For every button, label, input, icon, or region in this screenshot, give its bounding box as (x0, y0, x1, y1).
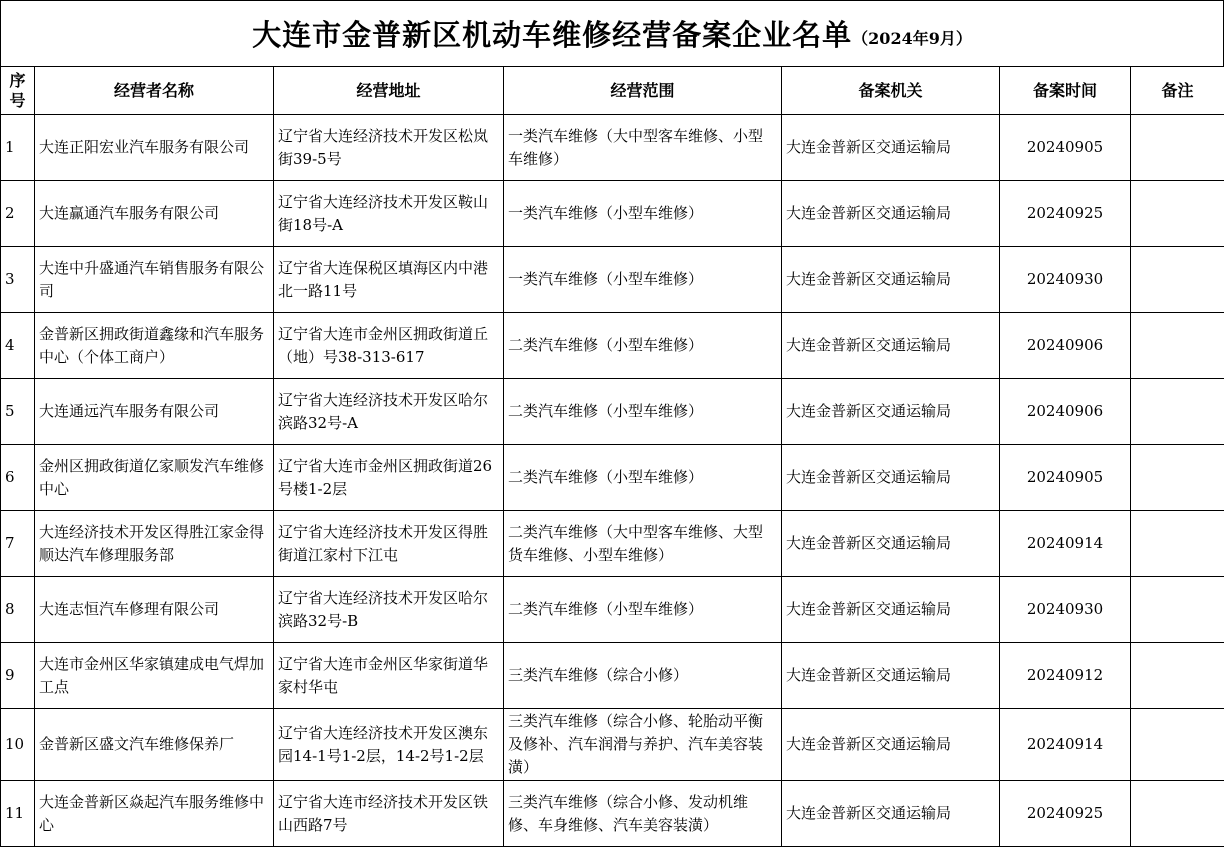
cell-date: 20240930 (1000, 577, 1131, 643)
cell-operator-name: 大连中升盛通汽车销售服务有限公司 (35, 247, 274, 313)
title-bar (0, 0, 1224, 66)
table-row (1, 181, 1224, 247)
cell-remark (1131, 511, 1224, 577)
cell-scope: 二类汽车维修（小型车维修） (504, 379, 782, 445)
cell-seq: 3 (1, 247, 35, 313)
cell-authority: 大连金普新区交通运输局 (782, 379, 1000, 445)
cell-scope: 一类汽车维修（大中型客车维修、小型车维修） (504, 115, 782, 181)
cell-scope: 二类汽车维修（大中型客车维修、大型货车维修、小型车维修） (504, 511, 782, 577)
cell-date: 20240925 (1000, 181, 1131, 247)
cell-scope: 一类汽车维修（小型车维修） (504, 181, 782, 247)
cell-date: 20240914 (1000, 709, 1131, 781)
table-row (1, 781, 1224, 847)
cell-authority: 大连金普新区交通运输局 (782, 181, 1000, 247)
cell-address: 辽宁省大连市金州区拥政街道丘（地）号38-313-617 (274, 313, 504, 379)
table-row (1, 709, 1224, 781)
header-scope: 经营范围 (504, 67, 782, 115)
document-title: 大连市金普新区机动车维修经营备案企业名单 (252, 18, 853, 52)
cell-date: 20240905 (1000, 115, 1131, 181)
cell-remark (1131, 313, 1224, 379)
cell-seq: 4 (1, 313, 35, 379)
cell-authority: 大连金普新区交通运输局 (782, 577, 1000, 643)
header-seq: 序号 (1, 67, 35, 115)
cell-operator-name: 大连通远汽车服务有限公司 (35, 379, 274, 445)
cell-date: 20240914 (1000, 511, 1131, 577)
cell-address: 辽宁省大连经济技术开发区澳东园14-1号1-2层，14-2号1-2层 (274, 709, 504, 781)
cell-seq: 11 (1, 781, 35, 847)
cell-scope: 三类汽车维修（综合小修） (504, 643, 782, 709)
cell-remark (1131, 781, 1224, 847)
cell-seq: 9 (1, 643, 35, 709)
cell-operator-name: 金州区拥政街道亿家顺发汽车维修中心 (35, 445, 274, 511)
cell-scope: 三类汽车维修（综合小修、发动机维修、车身维修、汽车美容装潢） (504, 781, 782, 847)
header-address: 经营地址 (274, 67, 504, 115)
table-header-row (1, 67, 1224, 115)
table-row (1, 643, 1224, 709)
cell-remark (1131, 379, 1224, 445)
cell-date: 20240925 (1000, 781, 1131, 847)
cell-address: 辽宁省大连经济技术开发区鞍山街18号-A (274, 181, 504, 247)
cell-seq: 1 (1, 115, 35, 181)
cell-authority: 大连金普新区交通运输局 (782, 115, 1000, 181)
cell-scope: 一类汽车维修（小型车维修） (504, 247, 782, 313)
cell-date: 20240906 (1000, 313, 1131, 379)
cell-operator-name: 金普新区拥政街道鑫缘和汽车服务中心（个体工商户） (35, 313, 274, 379)
cell-date: 20240905 (1000, 445, 1131, 511)
cell-seq: 2 (1, 181, 35, 247)
cell-authority: 大连金普新区交通运输局 (782, 511, 1000, 577)
cell-address: 辽宁省大连经济技术开发区松岚街39-5号 (274, 115, 504, 181)
registry-table (0, 66, 1224, 847)
cell-operator-name: 金普新区盛文汽车维修保养厂 (35, 709, 274, 781)
cell-operator-name: 大连赢通汽车服务有限公司 (35, 181, 274, 247)
cell-scope: 二类汽车维修（小型车维修） (504, 313, 782, 379)
cell-address: 辽宁省大连市经济技术开发区铁山西路7号 (274, 781, 504, 847)
cell-scope: 二类汽车维修（小型车维修） (504, 577, 782, 643)
cell-operator-name: 大连志恒汽车修理有限公司 (35, 577, 274, 643)
table-row (1, 379, 1224, 445)
cell-seq: 10 (1, 709, 35, 781)
cell-remark (1131, 577, 1224, 643)
cell-scope: 三类汽车维修（综合小修、轮胎动平衡及修补、汽车润滑与养护、汽车美容装潢） (504, 709, 782, 781)
cell-address: 辽宁省大连市金州区华家街道华家村华屯 (274, 643, 504, 709)
cell-address: 辽宁省大连经济技术开发区哈尔滨路32号-B (274, 577, 504, 643)
cell-date: 20240930 (1000, 247, 1131, 313)
cell-address: 辽宁省大连经济技术开发区得胜街道江家村下江屯 (274, 511, 504, 577)
cell-authority: 大连金普新区交通运输局 (782, 643, 1000, 709)
cell-date: 20240906 (1000, 379, 1131, 445)
header-name: 经营者名称 (35, 67, 274, 115)
cell-address: 辽宁省大连市金州区拥政街道26号楼1-2层 (274, 445, 504, 511)
cell-operator-name: 大连正阳宏业汽车服务有限公司 (35, 115, 274, 181)
cell-remark (1131, 181, 1224, 247)
table-row (1, 313, 1224, 379)
cell-authority: 大连金普新区交通运输局 (782, 313, 1000, 379)
cell-remark (1131, 445, 1224, 511)
table-row (1, 115, 1224, 181)
header-authority: 备案机关 (782, 67, 1000, 115)
cell-remark (1131, 709, 1224, 781)
table-row (1, 511, 1224, 577)
document-subtitle: （2024年9月） (852, 29, 972, 48)
cell-address: 辽宁省大连保税区填海区内中港北一路11号 (274, 247, 504, 313)
cell-seq: 5 (1, 379, 35, 445)
cell-authority: 大连金普新区交通运输局 (782, 247, 1000, 313)
cell-scope: 二类汽车维修（小型车维修） (504, 445, 782, 511)
table-row (1, 247, 1224, 313)
cell-seq: 7 (1, 511, 35, 577)
cell-remark (1131, 115, 1224, 181)
cell-operator-name: 大连金普新区焱起汽车服务维修中心 (35, 781, 274, 847)
table-row (1, 445, 1224, 511)
table-row (1, 577, 1224, 643)
header-remark: 备注 (1131, 67, 1224, 115)
cell-remark (1131, 643, 1224, 709)
cell-authority: 大连金普新区交通运输局 (782, 709, 1000, 781)
cell-seq: 6 (1, 445, 35, 511)
cell-remark (1131, 247, 1224, 313)
header-date: 备案时间 (1000, 67, 1131, 115)
cell-address: 辽宁省大连经济技术开发区哈尔滨路32号-A (274, 379, 504, 445)
cell-operator-name: 大连市金州区华家镇建成电气焊加工点 (35, 643, 274, 709)
cell-authority: 大连金普新区交通运输局 (782, 781, 1000, 847)
cell-seq: 8 (1, 577, 35, 643)
cell-operator-name: 大连经济技术开发区得胜江家金得顺达汽车修理服务部 (35, 511, 274, 577)
cell-authority: 大连金普新区交通运输局 (782, 445, 1000, 511)
cell-date: 20240912 (1000, 643, 1131, 709)
